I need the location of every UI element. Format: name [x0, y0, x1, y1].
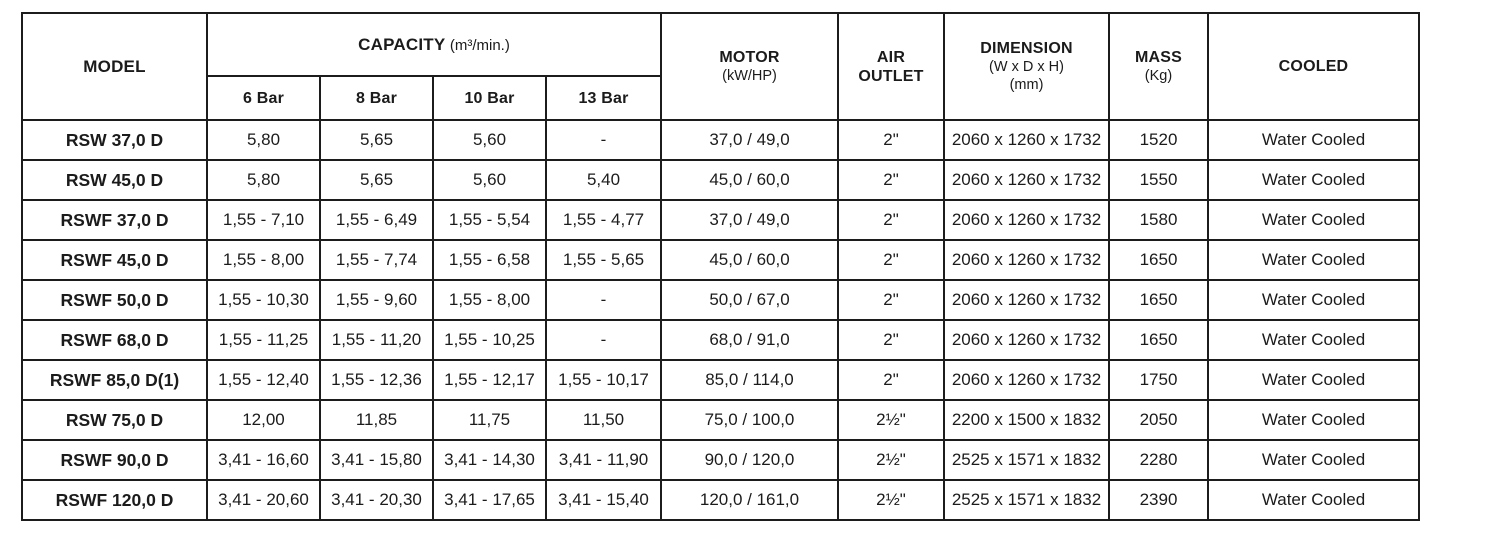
- cell-cooled: Water Cooled: [1208, 400, 1419, 440]
- cell-dimension: 2060 x 1260 x 1732: [944, 360, 1109, 400]
- cell-8bar: 1,55 - 12,36: [320, 360, 433, 400]
- cell-model: RSWF 45,0 D: [22, 240, 207, 280]
- header-capacity-unit: (m³/min.): [449, 36, 510, 54]
- table-row: [22, 360, 1419, 400]
- cell-8bar: 5,65: [320, 160, 433, 200]
- cell-10bar: 5,60: [433, 120, 546, 160]
- cell-air-outlet: 2": [838, 280, 944, 320]
- cell-dimension: 2060 x 1260 x 1732: [944, 320, 1109, 360]
- table-row: [22, 320, 1419, 360]
- cell-motor: 120,0 / 161,0: [661, 480, 838, 520]
- cell-8bar: 1,55 - 9,60: [320, 280, 433, 320]
- cell-8bar: 3,41 - 20,30: [320, 480, 433, 520]
- cell-model: RSWF 120,0 D: [22, 480, 207, 520]
- cell-8bar: 1,55 - 7,74: [320, 240, 433, 280]
- cell-6bar: 1,55 - 11,25: [207, 320, 320, 360]
- cell-motor: 90,0 / 120,0: [661, 440, 838, 480]
- cell-8bar: 3,41 - 15,80: [320, 440, 433, 480]
- cell-dimension: 2200 x 1500 x 1832: [944, 400, 1109, 440]
- cell-motor: 68,0 / 91,0: [661, 320, 838, 360]
- header-mass-unit: (Kg): [1144, 68, 1173, 84]
- header-6bar-label: 6 Bar: [242, 89, 285, 107]
- cell-model: RSWF 90,0 D: [22, 440, 207, 480]
- cell-mass: 1650: [1109, 240, 1208, 280]
- cell-dimension: 2525 x 1571 x 1832: [944, 440, 1109, 480]
- cell-mass: 1520: [1109, 120, 1208, 160]
- cell-motor: 50,0 / 67,0: [661, 280, 838, 320]
- cell-8bar: 5,65: [320, 120, 433, 160]
- cell-dimension: 2060 x 1260 x 1732: [944, 120, 1109, 160]
- cell-6bar: 5,80: [207, 160, 320, 200]
- cell-dimension: 2060 x 1260 x 1732: [944, 240, 1109, 280]
- cell-air-outlet: 2½": [838, 440, 944, 480]
- cell-model: RSWF 85,0 D(1): [22, 360, 207, 400]
- cell-mass: 2390: [1109, 480, 1208, 520]
- cell-motor: 37,0 / 49,0: [661, 200, 838, 240]
- header-mass-title: MASS: [1134, 49, 1183, 66]
- cell-10bar: 5,60: [433, 160, 546, 200]
- cell-13bar: 3,41 - 11,90: [546, 440, 661, 480]
- cell-motor: 45,0 / 60,0: [661, 160, 838, 200]
- header-mass: [1109, 13, 1208, 120]
- cell-10bar: 11,75: [433, 400, 546, 440]
- cell-cooled: Water Cooled: [1208, 360, 1419, 400]
- cell-mass: 1750: [1109, 360, 1208, 400]
- header-air-outlet: [838, 13, 944, 120]
- cell-dimension: 2060 x 1260 x 1732: [944, 160, 1109, 200]
- table-row: [22, 480, 1419, 520]
- cell-motor: 85,0 / 114,0: [661, 360, 838, 400]
- header-10bar-label: 10 Bar: [464, 89, 515, 107]
- cell-model: RSW 75,0 D: [22, 400, 207, 440]
- table-row: [22, 200, 1419, 240]
- cell-13bar: 1,55 - 10,17: [546, 360, 661, 400]
- table-row: [22, 400, 1419, 440]
- cell-6bar: 1,55 - 10,30: [207, 280, 320, 320]
- cell-air-outlet: 2½": [838, 480, 944, 520]
- cell-13bar: 5,40: [546, 160, 661, 200]
- cell-6bar: 1,55 - 8,00: [207, 240, 320, 280]
- header-13bar-label: 13 Bar: [578, 89, 629, 107]
- header-dimension-unit2: (mm): [1009, 77, 1044, 93]
- header-model-label: MODEL: [83, 57, 146, 76]
- cell-10bar: 3,41 - 14,30: [433, 440, 546, 480]
- cell-model: RSWF 37,0 D: [22, 200, 207, 240]
- cell-10bar: 1,55 - 10,25: [433, 320, 546, 360]
- header-dimension-unit1: (W x D x H): [989, 59, 1064, 75]
- header-cooled: [1208, 13, 1419, 120]
- cell-cooled: Water Cooled: [1208, 120, 1419, 160]
- header-13bar: [546, 76, 661, 120]
- cell-13bar: -: [546, 280, 661, 320]
- cell-cooled: Water Cooled: [1208, 240, 1419, 280]
- cell-mass: 1650: [1109, 320, 1208, 360]
- cell-6bar: 12,00: [207, 400, 320, 440]
- cell-air-outlet: 2": [838, 200, 944, 240]
- header-dimension: [944, 13, 1109, 120]
- cell-dimension: 2525 x 1571 x 1832: [944, 480, 1109, 520]
- header-8bar-label: 8 Bar: [355, 89, 398, 107]
- cell-10bar: 3,41 - 17,65: [433, 480, 546, 520]
- cell-mass: 2050: [1109, 400, 1208, 440]
- cell-motor: 37,0 / 49,0: [661, 120, 838, 160]
- header-capacity: [207, 13, 661, 76]
- cell-13bar: -: [546, 320, 661, 360]
- cell-cooled: Water Cooled: [1208, 200, 1419, 240]
- cell-13bar: 1,55 - 5,65: [546, 240, 661, 280]
- cell-model: RSW 37,0 D: [22, 120, 207, 160]
- table-row: [22, 240, 1419, 280]
- cell-air-outlet: 2": [838, 240, 944, 280]
- cell-mass: 2280: [1109, 440, 1208, 480]
- cell-dimension: 2060 x 1260 x 1732: [944, 200, 1109, 240]
- cell-air-outlet: 2": [838, 320, 944, 360]
- header-cooled-label: COOLED: [1278, 58, 1349, 75]
- cell-air-outlet: 2": [838, 360, 944, 400]
- cell-6bar: 3,41 - 16,60: [207, 440, 320, 480]
- cell-8bar: 1,55 - 11,20: [320, 320, 433, 360]
- cell-10bar: 1,55 - 8,00: [433, 280, 546, 320]
- header-air-outlet-line2: OUTLET: [858, 67, 924, 85]
- cell-model: RSWF 68,0 D: [22, 320, 207, 360]
- cell-air-outlet: 2": [838, 120, 944, 160]
- header-6bar: [207, 76, 320, 120]
- cell-10bar: 1,55 - 5,54: [433, 200, 546, 240]
- cell-10bar: 1,55 - 12,17: [433, 360, 546, 400]
- cell-6bar: 5,80: [207, 120, 320, 160]
- cell-model: RSWF 50,0 D: [22, 280, 207, 320]
- cell-dimension: 2060 x 1260 x 1732: [944, 280, 1109, 320]
- cell-cooled: Water Cooled: [1208, 280, 1419, 320]
- compressor-spec-table: [21, 12, 1420, 521]
- table-row: [22, 120, 1419, 160]
- cell-13bar: 1,55 - 4,77: [546, 200, 661, 240]
- table-row: [22, 440, 1419, 480]
- cell-model: RSW 45,0 D: [22, 160, 207, 200]
- cell-6bar: 3,41 - 20,60: [207, 480, 320, 520]
- cell-cooled: Water Cooled: [1208, 480, 1419, 520]
- table-row: [22, 280, 1419, 320]
- cell-6bar: 1,55 - 12,40: [207, 360, 320, 400]
- header-air-outlet-line1: AIR: [876, 48, 906, 66]
- table-row: [22, 160, 1419, 200]
- header-10bar: [433, 76, 546, 120]
- cell-13bar: 11,50: [546, 400, 661, 440]
- cell-air-outlet: 2½": [838, 400, 944, 440]
- cell-6bar: 1,55 - 7,10: [207, 200, 320, 240]
- cell-13bar: -: [546, 120, 661, 160]
- cell-10bar: 1,55 - 6,58: [433, 240, 546, 280]
- header-8bar: [320, 76, 433, 120]
- cell-motor: 75,0 / 100,0: [661, 400, 838, 440]
- cell-8bar: 11,85: [320, 400, 433, 440]
- cell-cooled: Water Cooled: [1208, 160, 1419, 200]
- cell-mass: 1580: [1109, 200, 1208, 240]
- cell-motor: 45,0 / 60,0: [661, 240, 838, 280]
- cell-mass: 1650: [1109, 280, 1208, 320]
- cell-cooled: Water Cooled: [1208, 320, 1419, 360]
- header-motor-title: MOTOR: [719, 49, 780, 66]
- header-capacity-title: CAPACITY: [358, 34, 446, 54]
- cell-cooled: Water Cooled: [1208, 440, 1419, 480]
- cell-13bar: 3,41 - 15,40: [546, 480, 661, 520]
- cell-8bar: 1,55 - 6,49: [320, 200, 433, 240]
- header-motor-unit: (kW/HP): [722, 68, 777, 84]
- cell-air-outlet: 2": [838, 160, 944, 200]
- cell-mass: 1550: [1109, 160, 1208, 200]
- header-motor: [661, 13, 838, 120]
- header-model: [22, 13, 207, 120]
- header-dimension-title: DIMENSION: [980, 40, 1073, 57]
